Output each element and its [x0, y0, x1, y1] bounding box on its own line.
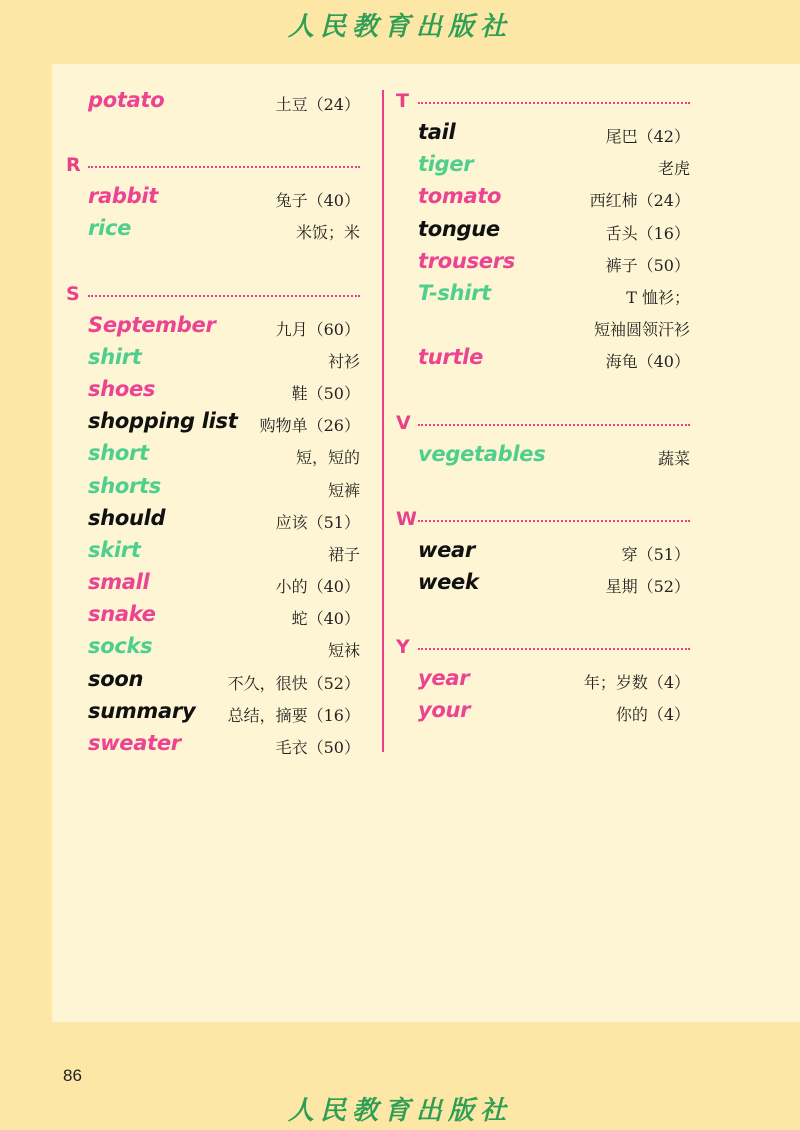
list-item [396, 182, 690, 214]
dotted-rule [418, 520, 690, 522]
entry-meaning: 短袜 [327, 641, 360, 661]
list-item [66, 439, 360, 471]
list-item [66, 311, 360, 343]
entry-word: potato [88, 88, 165, 112]
list-item [396, 150, 690, 182]
entry-meaning: 总结，摘要（16） [227, 705, 360, 725]
entry-word: shorts [88, 473, 161, 498]
entry-meaning: 舌头（16） [605, 223, 690, 243]
entry-meaning: 应该（51） [275, 512, 360, 532]
list-item [66, 343, 360, 375]
list-item [396, 279, 690, 311]
list-item [396, 215, 690, 247]
list-item [396, 568, 690, 600]
page-number: 86 [63, 1066, 82, 1085]
list-item [66, 182, 360, 214]
dotted-rule [88, 166, 360, 168]
section-letter: R [66, 154, 81, 177]
entry-meaning: 西红柿（24） [589, 191, 690, 211]
entry-meaning: 蛇（40） [291, 609, 360, 629]
publisher-logo-top: 人民教育出版社 [287, 12, 512, 42]
dotted-rule [418, 648, 690, 650]
list-item [66, 697, 360, 729]
entry-word: September [88, 312, 216, 337]
list-item [66, 504, 360, 536]
list-item [396, 440, 690, 472]
entry-word: turtle [418, 345, 484, 370]
entry-meaning: 裤子（50） [605, 255, 690, 275]
entry-word: vegetables [418, 441, 546, 466]
entry-word: shirt [88, 344, 142, 369]
publisher-logo-bottom: 人民教育出版社 [287, 1096, 512, 1126]
entry-word: summary [88, 698, 196, 723]
entry-word: wear [418, 537, 475, 562]
dotted-rule [88, 295, 360, 297]
section-header-t [396, 86, 690, 118]
section-letter: Y [396, 636, 410, 659]
entry-meaning: 短，短的 [295, 448, 360, 468]
section-header-v [396, 408, 690, 440]
list-item [66, 536, 360, 568]
entry-word: shoes [88, 376, 156, 401]
list-item [66, 214, 360, 246]
entry-meaning: 小的（40） [275, 577, 360, 597]
entry-meaning: 海龟（40） [605, 352, 690, 372]
section-header-y [396, 632, 690, 664]
list-item-continuation [396, 311, 690, 343]
list-item [66, 568, 360, 600]
entry-word: T-shirt [418, 280, 491, 305]
entry-word: socks [88, 634, 153, 659]
entry-word: skirt [88, 537, 141, 562]
entry-meaning: 不久，很快（52） [227, 673, 360, 693]
entry-word: trousers [418, 248, 515, 273]
section-letter: V [396, 411, 411, 434]
dotted-rule [418, 102, 690, 104]
entry-word: rice [88, 216, 132, 241]
entry-word: soon [88, 666, 144, 691]
list-item [66, 600, 360, 632]
section-letter: S [66, 282, 80, 305]
entry-meaning-continued: 短袖圆领汗衫 [593, 320, 690, 340]
entry-word: tongue [418, 216, 500, 241]
section-letter: W [396, 507, 417, 530]
entry-word: small [88, 570, 150, 595]
entry-meaning: 老虎 [657, 159, 690, 179]
list-item [396, 536, 690, 568]
entry-meaning: 兔子（40） [275, 191, 360, 211]
list-item [396, 343, 690, 375]
dotted-rule [418, 424, 690, 426]
glossary-right-column [396, 86, 690, 728]
section-header-r [66, 150, 360, 182]
entry-word: year [418, 666, 470, 691]
list-item [66, 729, 360, 761]
entry-word: should [88, 505, 166, 530]
entry-meaning: 购物单（26） [259, 416, 360, 436]
entry-meaning: 毛衣（50） [275, 738, 360, 757]
column-divider [382, 90, 384, 752]
entry-meaning: 穿（51） [621, 544, 690, 564]
list-item [396, 247, 690, 279]
entry-word: shopping list [88, 409, 238, 434]
entry-meaning: 土豆（24） [275, 95, 360, 114]
entry-word: week [418, 569, 479, 594]
entry-meaning: 衬衫 [327, 351, 360, 371]
list-item [396, 664, 690, 696]
list-item [66, 472, 360, 504]
list-item [66, 375, 360, 407]
list-item [396, 696, 690, 728]
entry-word: your [418, 698, 471, 723]
entry-word: tail [418, 120, 456, 144]
entry-word: tiger [418, 152, 474, 177]
list-item [396, 118, 690, 150]
entry-meaning: 尾巴（42） [605, 127, 690, 146]
section-letter: T [396, 90, 409, 112]
list-item [66, 407, 360, 439]
entry-word: snake [88, 602, 156, 627]
list-item [66, 665, 360, 697]
section-header-w [396, 504, 690, 536]
glossary-left-column [66, 86, 360, 761]
entry-meaning: 蔬菜 [657, 448, 690, 468]
entry-word: sweater [88, 731, 181, 755]
entry-meaning: 裙子 [327, 544, 360, 564]
section-header-s [66, 279, 360, 311]
entry-meaning: 年；岁数（4） [583, 673, 690, 693]
entry-word: short [88, 441, 149, 466]
entry-meaning: 你的（4） [615, 705, 690, 725]
entry-meaning: 米饭；米 [295, 223, 360, 243]
entry-meaning: 鞋（50） [291, 383, 360, 403]
entry-word: tomato [418, 184, 502, 209]
list-item [66, 86, 360, 118]
entry-meaning: 短裤 [327, 480, 360, 500]
entry-word: rabbit [88, 184, 159, 209]
entry-meaning: 九月（60） [275, 319, 360, 339]
entry-meaning: 星期（52） [605, 576, 690, 596]
entry-meaning: T 恤衫； [626, 287, 690, 307]
list-item [66, 632, 360, 664]
